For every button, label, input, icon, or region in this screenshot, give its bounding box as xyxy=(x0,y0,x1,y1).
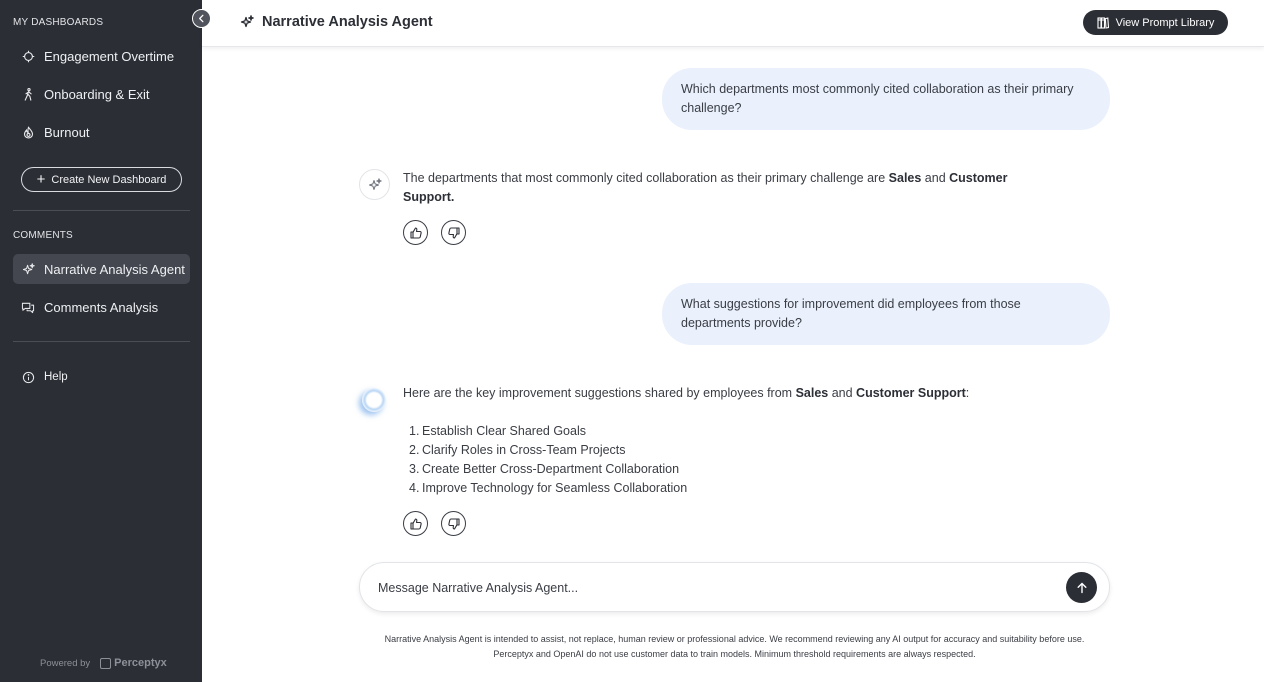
target-icon xyxy=(21,49,35,63)
sidebar-divider xyxy=(13,341,190,342)
chevron-left-icon xyxy=(197,14,206,23)
agent-avatar xyxy=(359,169,390,200)
view-prompt-library-label: View Prompt Library xyxy=(1115,16,1215,29)
agent-message: The departments that most commonly cited collaboration as their primary challenge are Sales and Customer Support. xyxy=(403,171,1008,204)
brand-name: Perceptyx xyxy=(114,657,167,669)
disclaimer-line: Narrative Analysis Agent is intended to assist, not replace, human review or professional advice. We recommend reviewing any AI output for accuracy and suitability before use. xyxy=(384,634,1085,644)
list-item: 1. Establish Clear Shared Goals xyxy=(409,424,586,438)
sidebar-divider xyxy=(13,210,190,211)
agent-thinking-indicator xyxy=(362,388,386,412)
disclaimer-line: Perceptyx and OpenAI do not use customer data to train models. Minimum threshold requirements are always respected. xyxy=(493,648,976,659)
sidebar-item-label: Onboarding & Exit xyxy=(44,86,150,102)
thumbs-down-icon xyxy=(448,227,460,239)
thumbs-up-button[interactable] xyxy=(403,511,428,536)
perceptyx-logo-icon xyxy=(100,658,111,669)
plus-icon: + xyxy=(36,171,46,188)
powered-by-label: Powered by xyxy=(40,657,91,669)
suggestions-list xyxy=(403,422,687,498)
comments-heading: COMMENTS xyxy=(13,230,73,241)
message-composer xyxy=(359,562,1110,612)
collapse-sidebar-button[interactable] xyxy=(192,9,211,28)
flame-icon xyxy=(21,125,35,139)
arrow-up-icon xyxy=(1076,582,1088,594)
chat-bubbles-icon xyxy=(21,300,35,314)
disclaimer xyxy=(359,632,1110,661)
message-input[interactable] xyxy=(378,577,1058,599)
sparkle-icon xyxy=(240,15,254,29)
list-item: 3. Create Better Cross-Department Collaboration xyxy=(409,462,680,476)
view-prompt-library-button[interactable] xyxy=(1083,10,1228,35)
my-dashboards-heading: MY DASHBOARDS xyxy=(13,17,104,28)
thumbs-down-icon xyxy=(448,518,460,530)
create-new-dashboard-button[interactable] xyxy=(21,167,182,192)
walking-person-icon xyxy=(21,87,35,101)
send-button[interactable] xyxy=(1066,572,1097,603)
thumbs-down-button[interactable] xyxy=(441,511,466,536)
create-new-dashboard-label: Create New Dashboard xyxy=(51,173,167,186)
agent-message: Here are the key improvement suggestions shared by employees from Sales and Customer Support: xyxy=(403,386,970,400)
sidebar-item-label: Narrative Analysis Agent xyxy=(44,261,185,277)
info-icon xyxy=(21,370,35,384)
list-item: 4. Improve Technology for Seamless Collaboration xyxy=(409,481,688,495)
sparkle-icon xyxy=(21,262,35,276)
sidebar-item-engagement-overtime[interactable] xyxy=(13,41,190,71)
page-title-text: Narrative Analysis Agent xyxy=(262,14,433,30)
list-item: 2. Clarify Roles in Cross-Team Projects xyxy=(409,443,626,457)
sidebar-item-comments-analysis[interactable] xyxy=(13,292,190,322)
thumbs-down-button[interactable] xyxy=(441,220,466,245)
sidebar xyxy=(0,0,202,682)
powered-by xyxy=(40,657,167,669)
thumbs-up-button[interactable] xyxy=(403,220,428,245)
sidebar-item-burnout[interactable] xyxy=(13,117,190,147)
library-icon xyxy=(1097,17,1109,29)
top-header xyxy=(202,0,1264,47)
user-message: What suggestions for improvement did employees from those departments provide? xyxy=(662,283,1110,345)
sidebar-item-label: Help xyxy=(44,371,68,383)
sidebar-item-label: Comments Analysis xyxy=(44,299,159,315)
thumbs-up-icon xyxy=(410,227,422,239)
sparkle-icon xyxy=(368,178,382,192)
sidebar-item-onboarding-exit[interactable] xyxy=(13,79,190,109)
thumbs-up-icon xyxy=(410,518,422,530)
sidebar-item-help[interactable] xyxy=(13,362,190,392)
user-message: Which departments most commonly cited collaboration as their primary challenge? xyxy=(662,68,1110,130)
page-title xyxy=(240,14,433,30)
brand-logo xyxy=(100,657,167,669)
sidebar-item-narrative-analysis-agent[interactable] xyxy=(13,254,190,284)
sidebar-item-label: Engagement Overtime xyxy=(44,48,175,64)
sidebar-item-label: Burnout xyxy=(44,124,90,140)
